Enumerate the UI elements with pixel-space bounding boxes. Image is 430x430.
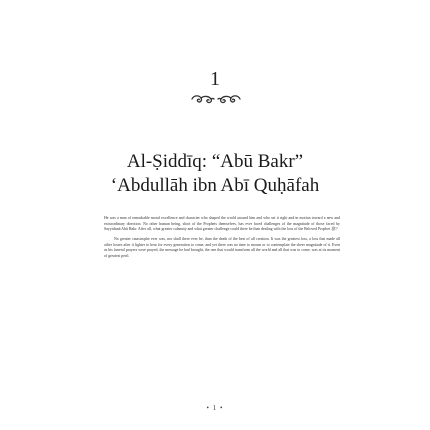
page-number: • 1 •	[206, 404, 224, 412]
swirl-ornament-icon	[190, 92, 242, 106]
chapter-title-line-2: ‘Abdullāh ibn Abī Quḥāfah	[110, 175, 320, 196]
body-text	[104, 216, 340, 264]
chapter-title	[0, 150, 430, 198]
body-paragraph-2: No greater catastrophe ever was, nor shall there ever be, than the death of the best of all creation. It was the greatest loss, a loss that made all other losses after it lighter to bear for every generation to come, and yet there was no time to mourn or to contemplate the sheer magnitude of it. Even as his funeral prayers were prayed, the message he had brought, the one that would transform all the world and all that was to come, was at its moment of greatest peril.	[104, 237, 340, 259]
chapter-number: 1	[210, 68, 220, 90]
chapter-title-line-1: Al-Ṣiddīq: “Abū Bakr”	[126, 151, 304, 172]
body-paragraph-1: He was a man of remarkable moral excellence and character who shaped the world around him and who set it right and in motion toward a new and extraordinary direction. No other human being, short of the Prophets themselves, has ever faced challenges of the magnitude of those faced by Sayyidunā Abū Bakr. After all, what greater calamity and what greater challenge could there be than dealing with the loss of the Beloved Prophet ﷺ?	[104, 216, 340, 232]
